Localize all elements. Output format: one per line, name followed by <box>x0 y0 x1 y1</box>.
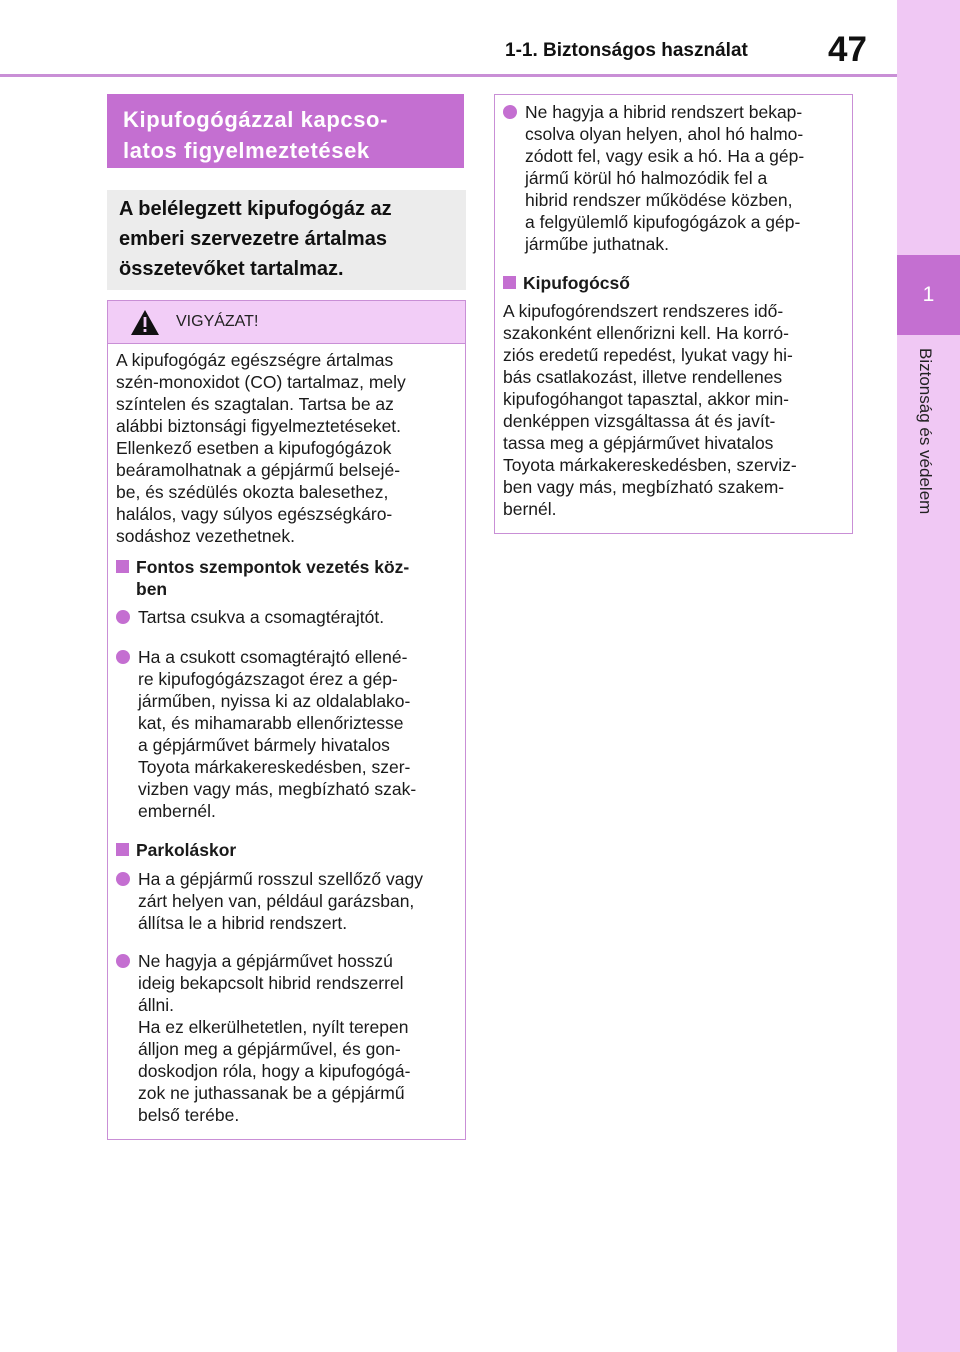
text-line: színtelen és szagtalan. Tartsa be az <box>116 394 394 414</box>
round-bullet-icon <box>116 872 130 886</box>
square-bullet-icon <box>503 276 516 289</box>
text-line: A kipufogógáz egészségre ártalmas <box>116 350 394 370</box>
text-line: belső terébe. <box>138 1105 240 1125</box>
warning-header <box>108 301 465 344</box>
section-heading-line: latos figyelmeztetések <box>123 138 370 163</box>
text-line: járműben, nyissa ki az oldalablako- <box>138 691 411 711</box>
text-line: A kipufogórendszert rendszeres idő- <box>503 301 784 321</box>
text-line: be, és szédülés okozta balesethez, <box>116 482 389 502</box>
text-line: járműbe juthatnak. <box>525 234 669 254</box>
text-line: bás csatlakozást, illetve rendellenes <box>503 367 783 387</box>
round-bullet-icon <box>116 610 130 624</box>
text-line: Ha a gépjármű rosszul szellőző vagy <box>138 869 423 889</box>
square-bullet-icon <box>116 843 129 856</box>
text-line: Parkoláskor <box>136 840 237 860</box>
text-line: ziós eredetű repedést, lyukat vagy hi- <box>503 345 793 365</box>
text-line: Ha ez elkerülhetetlen, nyílt terepen <box>138 1017 409 1037</box>
text-line: vizben vagy más, megbízható szak- <box>138 779 417 799</box>
side-tab <box>897 0 960 1352</box>
text-line: Toyota márkakereskedésben, szerviz- <box>503 455 797 475</box>
intro-line: összetevőket tartalmaz. <box>119 258 344 280</box>
text-line: ben vagy más, megbízható szakem- <box>503 477 785 497</box>
text-line: álljon meg a gépjárművel, és gon- <box>138 1039 401 1059</box>
text-line: tassa meg a gépjárművet hivatalos <box>503 433 774 453</box>
text-line: Kipufogócső <box>523 273 630 293</box>
list-item <box>503 101 850 255</box>
subheading-driving <box>116 556 461 600</box>
text-line: denképpen vizsgáltassa át és javít- <box>503 411 776 431</box>
text-line: Ha a csukott csomagtérajtó ellené- <box>138 647 408 667</box>
list-item <box>116 646 463 822</box>
header-rule <box>0 74 897 77</box>
text-line: bernél. <box>503 499 557 519</box>
text-line: zok ne juthassanak be a gépjármű <box>138 1083 405 1103</box>
text-line: sodáshoz vezethetnek. <box>116 526 296 546</box>
warning-box-continued <box>494 94 853 534</box>
warning-title: VIGYÁZAT! <box>176 313 259 330</box>
text-line: a felgyülemlő kipufogógázok a gép- <box>525 212 801 232</box>
list-item <box>116 868 463 934</box>
intro-line: emberi szervezetre ártalmas <box>119 228 387 250</box>
chapter-number: 1 <box>922 283 935 306</box>
text-line: embernél. <box>138 801 216 821</box>
text-line: kat, és mihamarabb ellenőriztesse <box>138 713 404 733</box>
text-line: a gépjárművet bármely hivatalos <box>138 735 390 755</box>
text-line: Ne hagyja a gépjárművet hosszú <box>138 951 393 971</box>
exhaust-pipe-paragraph <box>503 300 848 520</box>
text-line: jármű körül hó halmozódik fel a <box>525 168 768 188</box>
list-item <box>116 606 463 628</box>
text-line: zárt helyen van, például garázsban, <box>138 891 415 911</box>
round-bullet-icon <box>116 954 130 968</box>
text-line: kipufogóhangot tapasztal, akkor min- <box>503 389 789 409</box>
section-heading-box <box>107 94 464 168</box>
section-title: 1-1. Biztonságos használat <box>505 40 748 61</box>
chapter-label: Biztonság és védelem <box>916 348 935 515</box>
section-heading <box>123 104 453 166</box>
text-line: ideig bekapcsolt hibrid rendszerrel <box>138 973 404 993</box>
text-line: Toyota márkakereskedésben, szer- <box>138 757 411 777</box>
text-line: beáramolhatnak a gépjármű belsejé- <box>116 460 401 480</box>
square-bullet-icon <box>116 560 129 573</box>
text-line: alábbi biztonsági figyelmeztetéseket. <box>116 416 402 436</box>
text-line: doskodjon róla, hogy a kipufogógá- <box>138 1061 411 1081</box>
intro-text <box>119 194 449 284</box>
text-line: állni. <box>138 995 174 1015</box>
text-line: hibrid rendszer működése közben, <box>525 190 793 210</box>
text-line: Fontos szempontok vezetés köz- <box>136 557 410 577</box>
page-number: 47 <box>828 30 867 69</box>
text-line: csolva olyan helyen, ahol hó halmo- <box>525 124 804 144</box>
round-bullet-icon <box>116 650 130 664</box>
warning-triangle-icon <box>130 309 160 336</box>
intro-box <box>107 190 466 290</box>
section-heading-line: Kipufogógázzal kapcso- <box>123 107 388 132</box>
text-line: szakonként ellenőrizni kell. Ha korró- <box>503 323 789 343</box>
text-line: Tartsa csukva a csomagtérajtót. <box>138 607 385 627</box>
warning-box <box>107 300 466 1140</box>
text-line: halálos, vagy súlyos egészségkáro- <box>116 504 393 524</box>
round-bullet-icon <box>503 105 517 119</box>
text-line: Ne hagyja a hibrid rendszert bekap- <box>525 102 803 122</box>
subheading-exhaust-pipe <box>503 272 848 294</box>
text-line: ben <box>136 579 168 599</box>
text-line: re kipufogógázszagot érez a gép- <box>138 669 398 689</box>
text-line: szén-monoxidot (CO) tartalmaz, mely <box>116 372 406 392</box>
text-line: zódott fel, vagy esik a hó. Ha a gép- <box>525 146 805 166</box>
warning-paragraph <box>116 349 461 547</box>
text-line: állítsa le a hibrid rendszert. <box>138 913 348 933</box>
text-line: Ellenkező esetben a kipufogógázok <box>116 438 392 458</box>
intro-line: A belélegzett kipufogógáz az <box>119 198 392 220</box>
chapter-marker <box>897 255 960 335</box>
subheading-parking <box>116 839 461 861</box>
list-item <box>116 950 463 1126</box>
